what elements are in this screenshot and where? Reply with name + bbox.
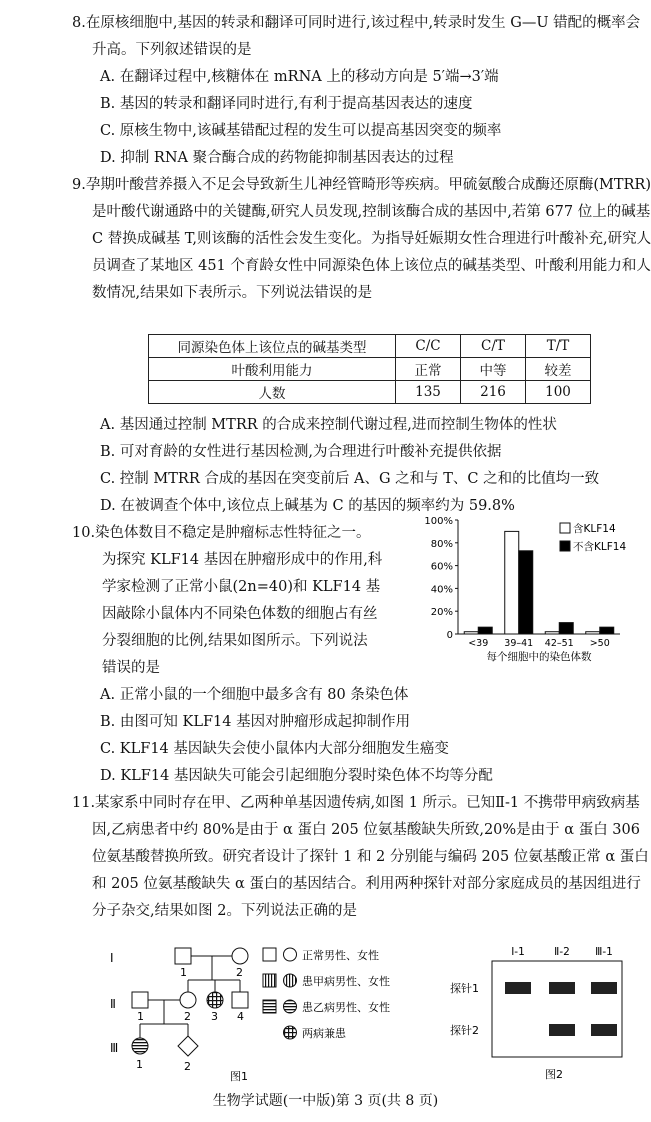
q11-stem: 11.某家系中同时存在甲、乙两种单基因遗传病,如图 1 所示。已知Ⅱ-1 不携带甲病致病基因,乙病患者中约 80%是由于 α 蛋白 205 位氨基酸缺失所致,20%是由于 α 蛋白 306 位氨基酸替换所致。研究者设计了探针 1 和 2 分别能与编码 205 位氨基酸正常 α 蛋白和 205 位氨基酸缺失 α 蛋白的基因结合。利用两种探针对部分家庭成员的基因组进行分子杂交,结果如图 2。下列说法正确的是: [72, 795, 649, 919]
chart-legend: [560, 522, 626, 553]
q10-option-a: A. 正常小鼠的一个细胞中最多含有 80 条染色体: [100, 687, 409, 703]
y-tick-label: 80%: [430, 538, 453, 550]
member-number: 4: [237, 1010, 244, 1023]
legend-swatch: [560, 541, 570, 551]
pedigree-i1-male: [175, 948, 191, 964]
bar: [600, 627, 614, 634]
blot-column-label: Ⅰ-1: [511, 946, 525, 958]
legend-normal-male: [263, 948, 276, 961]
table-cell: 人数: [149, 381, 396, 404]
figure2-caption: 图2: [545, 1068, 563, 1081]
legend-swatch: [560, 523, 570, 533]
probe-label: 探针1: [450, 982, 479, 995]
legend-disease-b-male: [263, 1000, 276, 1013]
pedigree-iii1-female-disease-b: [132, 1038, 148, 1054]
x-tick-label: >50: [589, 638, 610, 649]
q10-stem-line: 为探究 KLF14 基因在肿瘤形成中的作用,科: [102, 552, 383, 568]
q10-option-c: C. KLF14 基因缺失会使小鼠体内大部分细胞发生癌变: [100, 741, 449, 757]
x-tick-label: 42–51: [544, 638, 574, 649]
legend-disease-b-female: [284, 1000, 297, 1013]
blot-frame: [492, 961, 622, 1057]
pedigree-ii3-both-diseases: [207, 992, 223, 1008]
x-tick-label: 39–41: [504, 638, 534, 649]
table-cell: 中等: [461, 358, 526, 381]
y-tick-label: 40%: [430, 584, 453, 596]
table-cell: C/T: [461, 335, 526, 358]
y-tick-label: 60%: [430, 561, 453, 573]
y-tick-label: 0: [446, 630, 453, 641]
legend-disease-a-female: [284, 974, 297, 987]
member-number: 1: [180, 966, 187, 979]
figure1-caption: 图1: [230, 1070, 248, 1083]
legend-label: 不含KLF14: [573, 541, 627, 553]
legend-normal-female: [284, 948, 297, 961]
bar: [545, 632, 559, 634]
q8-option-c: C. 原核生物中,该碱基错配过程的发生可以提高基因突变的频率: [100, 123, 502, 139]
legend-both-diseases: [284, 1026, 297, 1039]
legend-label: 患甲病男性、女性: [302, 975, 390, 988]
bar: [505, 531, 519, 634]
q8-option-d: D. 抑制 RNA 聚合酶合成的药物能抑制基因表达的过程: [100, 150, 454, 166]
q10-stem-line: 学家检测了正常小鼠(2n=40)和 KLF14 基: [102, 579, 381, 595]
pedigree-ii2-female: [180, 992, 196, 1008]
q10-stem-line: 因敲除小鼠体内不同染色体数的细胞占有丝: [102, 606, 378, 622]
q10-option-d: D. KLF14 基因缺失可能会引起细胞分裂时染色体不均等分配: [100, 768, 493, 784]
blot-column-label: Ⅲ-1: [595, 946, 613, 958]
bar: [559, 623, 573, 634]
pedigree-ii4-male: [232, 992, 248, 1008]
q9-table: [148, 334, 591, 404]
q10-option-b: B. 由图可知 KLF14 基因对肿瘤形成起抑制作用: [100, 714, 411, 730]
q8-stem: 8.在原核细胞中,基因的转录和翻译可同时进行,该过程中,转录时发生 G—U 错配的概率会升高。下列叙述错误的是: [72, 15, 641, 58]
hybridization-figure: [450, 945, 630, 1083]
gen-label-i: Ⅰ: [110, 951, 114, 965]
member-number: 1: [136, 1058, 143, 1071]
table-cell: 叶酸利用能力: [149, 358, 396, 381]
member-number: 2: [236, 966, 243, 979]
table-cell: C/C: [396, 335, 461, 358]
hybridization-band: [591, 982, 617, 994]
y-tick-label: 100%: [424, 516, 453, 527]
q9-option-a: A. 基因通过控制 MTRR 的合成来控制代谢过程,进而控制生物体的性状: [100, 417, 557, 433]
table-row: [149, 335, 591, 358]
table-cell: 较差: [526, 358, 591, 381]
legend-label: 两病兼患: [302, 1027, 346, 1040]
q9-option-d: D. 在被调查个体中,该位点上碱基为 C 的基因的频率约为 59.8%: [100, 498, 515, 514]
q10-stem-line: 分裂细胞的比例,结果如图所示。下列说法: [102, 633, 368, 649]
table-cell: 100: [526, 381, 591, 404]
chromosome-bar-chart: [420, 512, 645, 662]
table-cell: 同源染色体上该位点的碱基类型: [149, 335, 396, 358]
legend-label: 患乙病男性、女性: [302, 1001, 390, 1014]
blot-column-label: Ⅱ-2: [554, 946, 570, 958]
table-cell: 135: [396, 381, 461, 404]
legend-disease-a-male: [263, 974, 276, 987]
page-footer: 生物学试题(一中版)第 3 页(共 8 页): [212, 1093, 439, 1109]
fig2-content: [450, 946, 622, 1057]
pedigree-i2-female: [232, 948, 248, 964]
legend-label: 正常男性、女性: [302, 949, 379, 962]
q9-option-b: B. 可对育龄的女性进行基因检测,为合理进行叶酸补充提供依据: [100, 444, 502, 460]
pedigree-iii2-unknown-sex: [178, 1036, 198, 1056]
bar: [519, 551, 533, 634]
x-axis-label: 每个细胞中的染色体数: [486, 651, 592, 662]
probe-label: 探针2: [450, 1024, 479, 1037]
legend-label: 含KLF14: [573, 523, 616, 535]
bar: [464, 632, 478, 634]
q10-stem-line: 错误的是: [102, 660, 160, 676]
table-cell: 216: [461, 381, 526, 404]
pedigree-figure: [100, 940, 440, 1085]
table-cell: 正常: [396, 358, 461, 381]
hybridization-band: [549, 1024, 575, 1036]
table-row: [149, 358, 591, 381]
table-row: [149, 381, 591, 404]
hybridization-band: [591, 1024, 617, 1036]
y-tick-label: 20%: [430, 607, 453, 619]
gen-label-iii: Ⅲ: [110, 1041, 119, 1055]
q9-stem: 9.孕期叶酸营养摄入不足会导致新生儿神经管畸形等疾病。甲硫氨酸合成酶还原酶(MTRR)是叶酸代谢通路中的关键酶,研究人员发现,控制该酶合成的基因中,若第 677 位上的碱基 C 替换成碱基 T,则该酶的活性会发生变化。为指导妊娠期女性合理进行叶酸补充,研究人员调查了某地区 451 个育龄女性中同源染色体上该位点的碱基类型、叶酸利用能力和人数情况,结果如下表所示。下列说法错误的是: [72, 177, 651, 301]
member-number: 1: [137, 1010, 144, 1023]
member-number: 2: [184, 1010, 191, 1023]
pedigree-ii1-male: [132, 992, 148, 1008]
x-tick-label: <39: [468, 638, 489, 649]
q8-option-b: B. 基因的转录和翻译同时进行,有利于提高基因表达的速度: [100, 96, 473, 112]
q10-stem-line: 10.染色体数目不稳定是肿瘤标志性特征之一。: [72, 525, 371, 541]
hybridization-band: [505, 982, 531, 994]
member-number: 3: [211, 1010, 218, 1023]
q9-option-c: C. 控制 MTRR 合成的基因在突变前后 A、G 之和与 T、C 之和的比值均一致: [100, 471, 600, 487]
q10-stem: [72, 520, 442, 682]
table-cell: T/T: [526, 335, 591, 358]
hybridization-band: [549, 982, 575, 994]
q8-option-a: A. 在翻译过程中,核糖体在 mRNA 上的移动方向是 5′端→3′端: [100, 69, 499, 85]
gen-label-ii: Ⅱ: [110, 997, 116, 1011]
member-number: 2: [184, 1060, 191, 1073]
bar: [478, 627, 492, 634]
bar: [586, 632, 600, 634]
